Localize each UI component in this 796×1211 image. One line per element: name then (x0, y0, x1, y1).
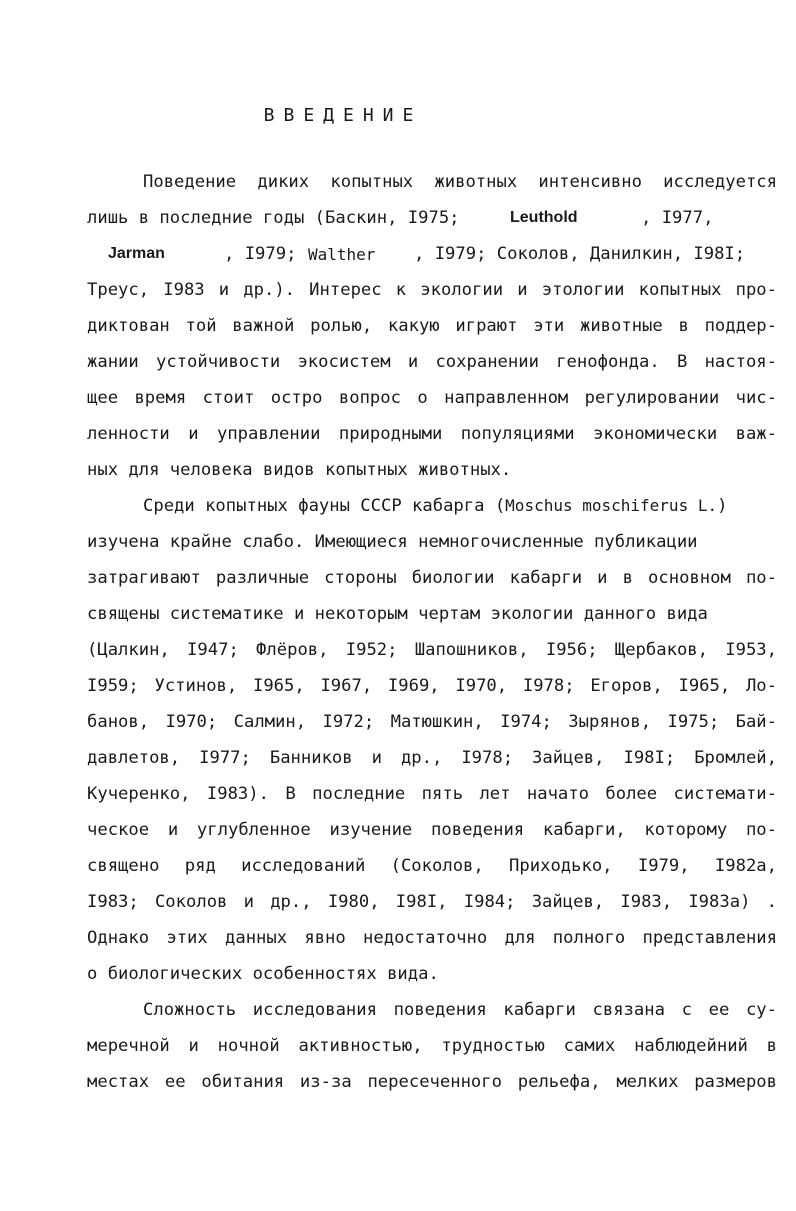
text-line: I983; Соколов и др., I980, I98I, I984; Зайцев, I983, I983а) . (87, 892, 777, 912)
text-line: священы систематике и некоторым чертам экологии данного вида (87, 604, 708, 624)
text-line: банов, I970; Салмин, I972; Матюшкин, I974; Зырянов, I975; Бай- (87, 712, 777, 732)
author-citation: Walther (308, 245, 376, 264)
text-line: меречной и ночной активностью, трудностью самих наблюдейний в (87, 1036, 777, 1056)
author-citation: Jarman (108, 245, 165, 262)
text-line: Кучеренко, I983). В последние пять лет начато более системати- (87, 784, 777, 804)
text-segment: Среди копытных фауны СССР кабарга ( (143, 496, 506, 516)
text-segment: лишь в последние годы (Баскин, I975; (87, 208, 460, 228)
text-segment: , I977, (641, 208, 714, 228)
text-segment: , I979; (224, 244, 297, 264)
text-line: ных для человека видов копытных животных. (87, 460, 512, 480)
page-title: ВВЕДЕНИЕ (263, 105, 423, 126)
species-name: Moschus moschiferus L. (505, 496, 718, 515)
text-segment: , I979; Соколов, Данилкин, I98I; (414, 244, 746, 264)
text-line: I959; Устинов, I965, I967, I969, I970, I978; Егоров, I965, Ло- (87, 676, 777, 696)
text-line: диктован той важной ролью, какую играют эти животные в поддер- (87, 316, 777, 336)
text-segment: ) (717, 496, 728, 516)
text-line: давлетов, I977; Банников и др., I978; Зайцев, I98I; Бромлей, (87, 748, 777, 768)
text-line: затрагивают различные стороны биологии кабарги и в основном по- (87, 568, 777, 588)
text-line: жании устойчивости экосистем и сохранении генофонда. В настоя- (87, 352, 777, 372)
text-line: ческое и углубленное изучение поведения кабарги, которому по- (87, 820, 777, 840)
text-line: Треус, I983 и др.). Интерес к экологии и этологии копытных про- (87, 280, 777, 300)
text-line: священо ряд исследований (Соколов, Приходько, I979, I982а, (87, 856, 777, 876)
text-line: Поведение диких копытных животных интенсивно исследуется (143, 172, 777, 192)
text-line: Однако этих данных явно недостаточно для полного представления (87, 928, 777, 948)
text-line (143, 495, 777, 517)
text-line: местах ее обитания из-за пересеченного рельефа, мелких размеров (87, 1072, 777, 1092)
text-line: изучена крайне слабо. Имеющиеся немногочисленные публикации (87, 532, 698, 552)
text-line: ленности и управлении природными популяциями экономически важ- (87, 424, 777, 444)
text-line: о биологических особенностях вида. (87, 964, 439, 984)
text-line: (Цалкин, I947; Флёров, I952; Шапошников, I956; Щербаков, I953, (87, 640, 777, 660)
text-line (87, 207, 777, 229)
text-line: щее время стоит остро вопрос о направленном регулировании чис- (87, 388, 777, 408)
text-line: Сложность исследования поведения кабарги связана с ее су- (143, 1000, 777, 1020)
author-citation: Leuthold (510, 209, 578, 226)
